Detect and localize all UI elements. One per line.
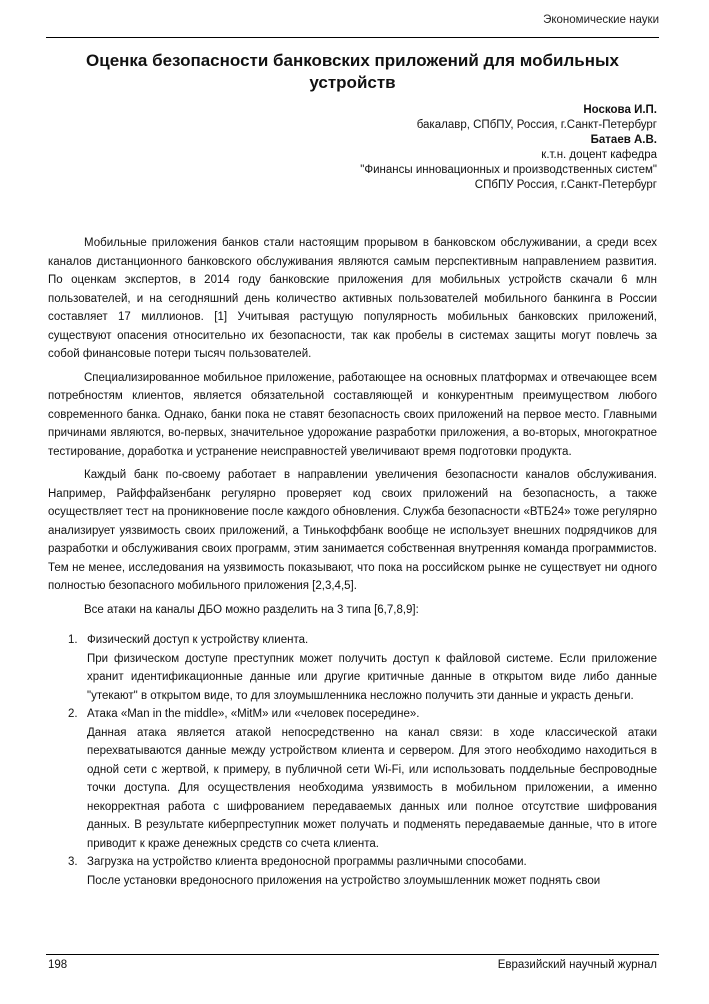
journal-name: Евразийский научный журнал	[497, 959, 657, 971]
list-item-number: 3.	[68, 856, 78, 868]
list-item	[48, 705, 657, 853]
author-name: Батаев А.В.	[590, 134, 657, 146]
list-item	[48, 631, 657, 705]
list-item	[48, 853, 657, 890]
list-item-description: При физическом доступе преступник может получить доступ к файловой системе. Если приложение хранит идентификационные данные или другие критичные данные в открытом виде либо данные "утекают" в открытом виде, то для злоумышленника несложно получить эти данные и украсть деньги.	[87, 652, 657, 702]
list-item-number: 1.	[68, 634, 78, 646]
list-item-title: Загрузка на устройство клиента вредоносной программы различными способами.	[87, 856, 527, 868]
running-header: Экономические науки	[543, 14, 659, 26]
paragraph: Каждый банк по-своему работает в направлении увеличения безопасности каналов обслуживания. Например, Райффайзенбанк регулярно проверяет код своих приложений на безопасность, а также осуществляет тест на проникновение после каждого обновления. Служба безопасности «ВТБ24» тоже регулярно анализирует уязвимость своих приложений, а Тинькоффбанк вообще не использует внешних подрядчиков для разработки и обслуживания своих программ, этим занимается собственная внутренняя команда программистов. Тем не менее, исследования на уязвимость показывают, что пока на российском рынке не существует ни одного полностью безопасного мобильного приложения [2,3,4,5].	[48, 469, 657, 592]
attack-types-list	[48, 631, 657, 890]
page-number: 198	[48, 959, 68, 971]
list-item-title: Атака «Man in the middle», «MitM» или «человек посередине».	[87, 708, 420, 720]
header-rule	[46, 37, 659, 38]
paragraph: Специализированное мобильное приложение, работающее на основных платформах и отвечающее всем потребностям клиентов, является обязательной составляющей и конкурентным преимуществом любого современного банка. Однако, банки пока не ставят безопасность своих приложений на первое место. Главными причинами являются, во-первых, значительное удорожание разработки приложения, а во-вторых, многократное тестирование, доработка и устранение неисправностей увеличивают время подготовки продукта.	[48, 371, 657, 458]
author-degree: к.т.н. доцент кафедра	[541, 149, 657, 161]
author-affiliation: бакалавр, СПбПУ, Россия, г.Санкт-Петербург	[416, 119, 657, 131]
author-department: "Финансы инновационных и производственных систем"	[360, 164, 657, 176]
article-title: Оценка безопасности банковских приложений для мобильных устройств	[86, 51, 619, 92]
author-block	[360, 103, 657, 193]
list-item-description: Данная атака является атакой непосредственно на канал связи: в ходе классической атаки перехватываются данные между устройством клиента и сервером. Для этого необходимо находиться в одной сети с жертвой, к примеру, в публичной сети Wi-Fi, или использовать поддельные беспроводные точки доступа. Для осуществления необходима уязвимость в мобильном приложении, а именно некорректная работа с шифрованием передаваемых данных или полное отсутствие шифрования данных. В результате киберпреступник может получать и подменять передаваемые данные, что в итоге приводит к краже денежных средств со счета клиента.	[87, 726, 657, 850]
list-item-title: Физический доступ к устройству клиента.	[87, 634, 309, 646]
author-affiliation: СПбПУ Россия, г.Санкт-Петербург	[474, 179, 657, 191]
author-name: Носкова И.П.	[583, 104, 657, 116]
article-body	[48, 234, 657, 890]
paragraph: Мобильные приложения банков стали настоящим прорывом в банковском обслуживании, а среди всех каналов дистанционного банковского обслуживания являются самым перспективным направлением развития. По оценкам экспертов, в 2014 году банковские приложения для мобильных устройств скачали 6 млн пользователей, и на сегодняшний день количество активных пользователей мобильного банкинга в России составляет 17 миллионов. [1] Учитывая растущую популярность мобильных банковских приложений, существуют опасения относительно их безопасности, так как пробелы в системах защиты могут повлечь за собой финансовые потери тысяч пользователей.	[48, 237, 657, 360]
list-item-number: 2.	[68, 708, 78, 720]
footer-rule	[46, 954, 659, 955]
paragraph: Все атаки на каналы ДБО можно разделить на 3 типа [6,7,8,9]:	[84, 603, 419, 616]
list-item-description: После установки вредоносного приложения на устройство злоумышленник может поднять свои	[87, 874, 601, 887]
